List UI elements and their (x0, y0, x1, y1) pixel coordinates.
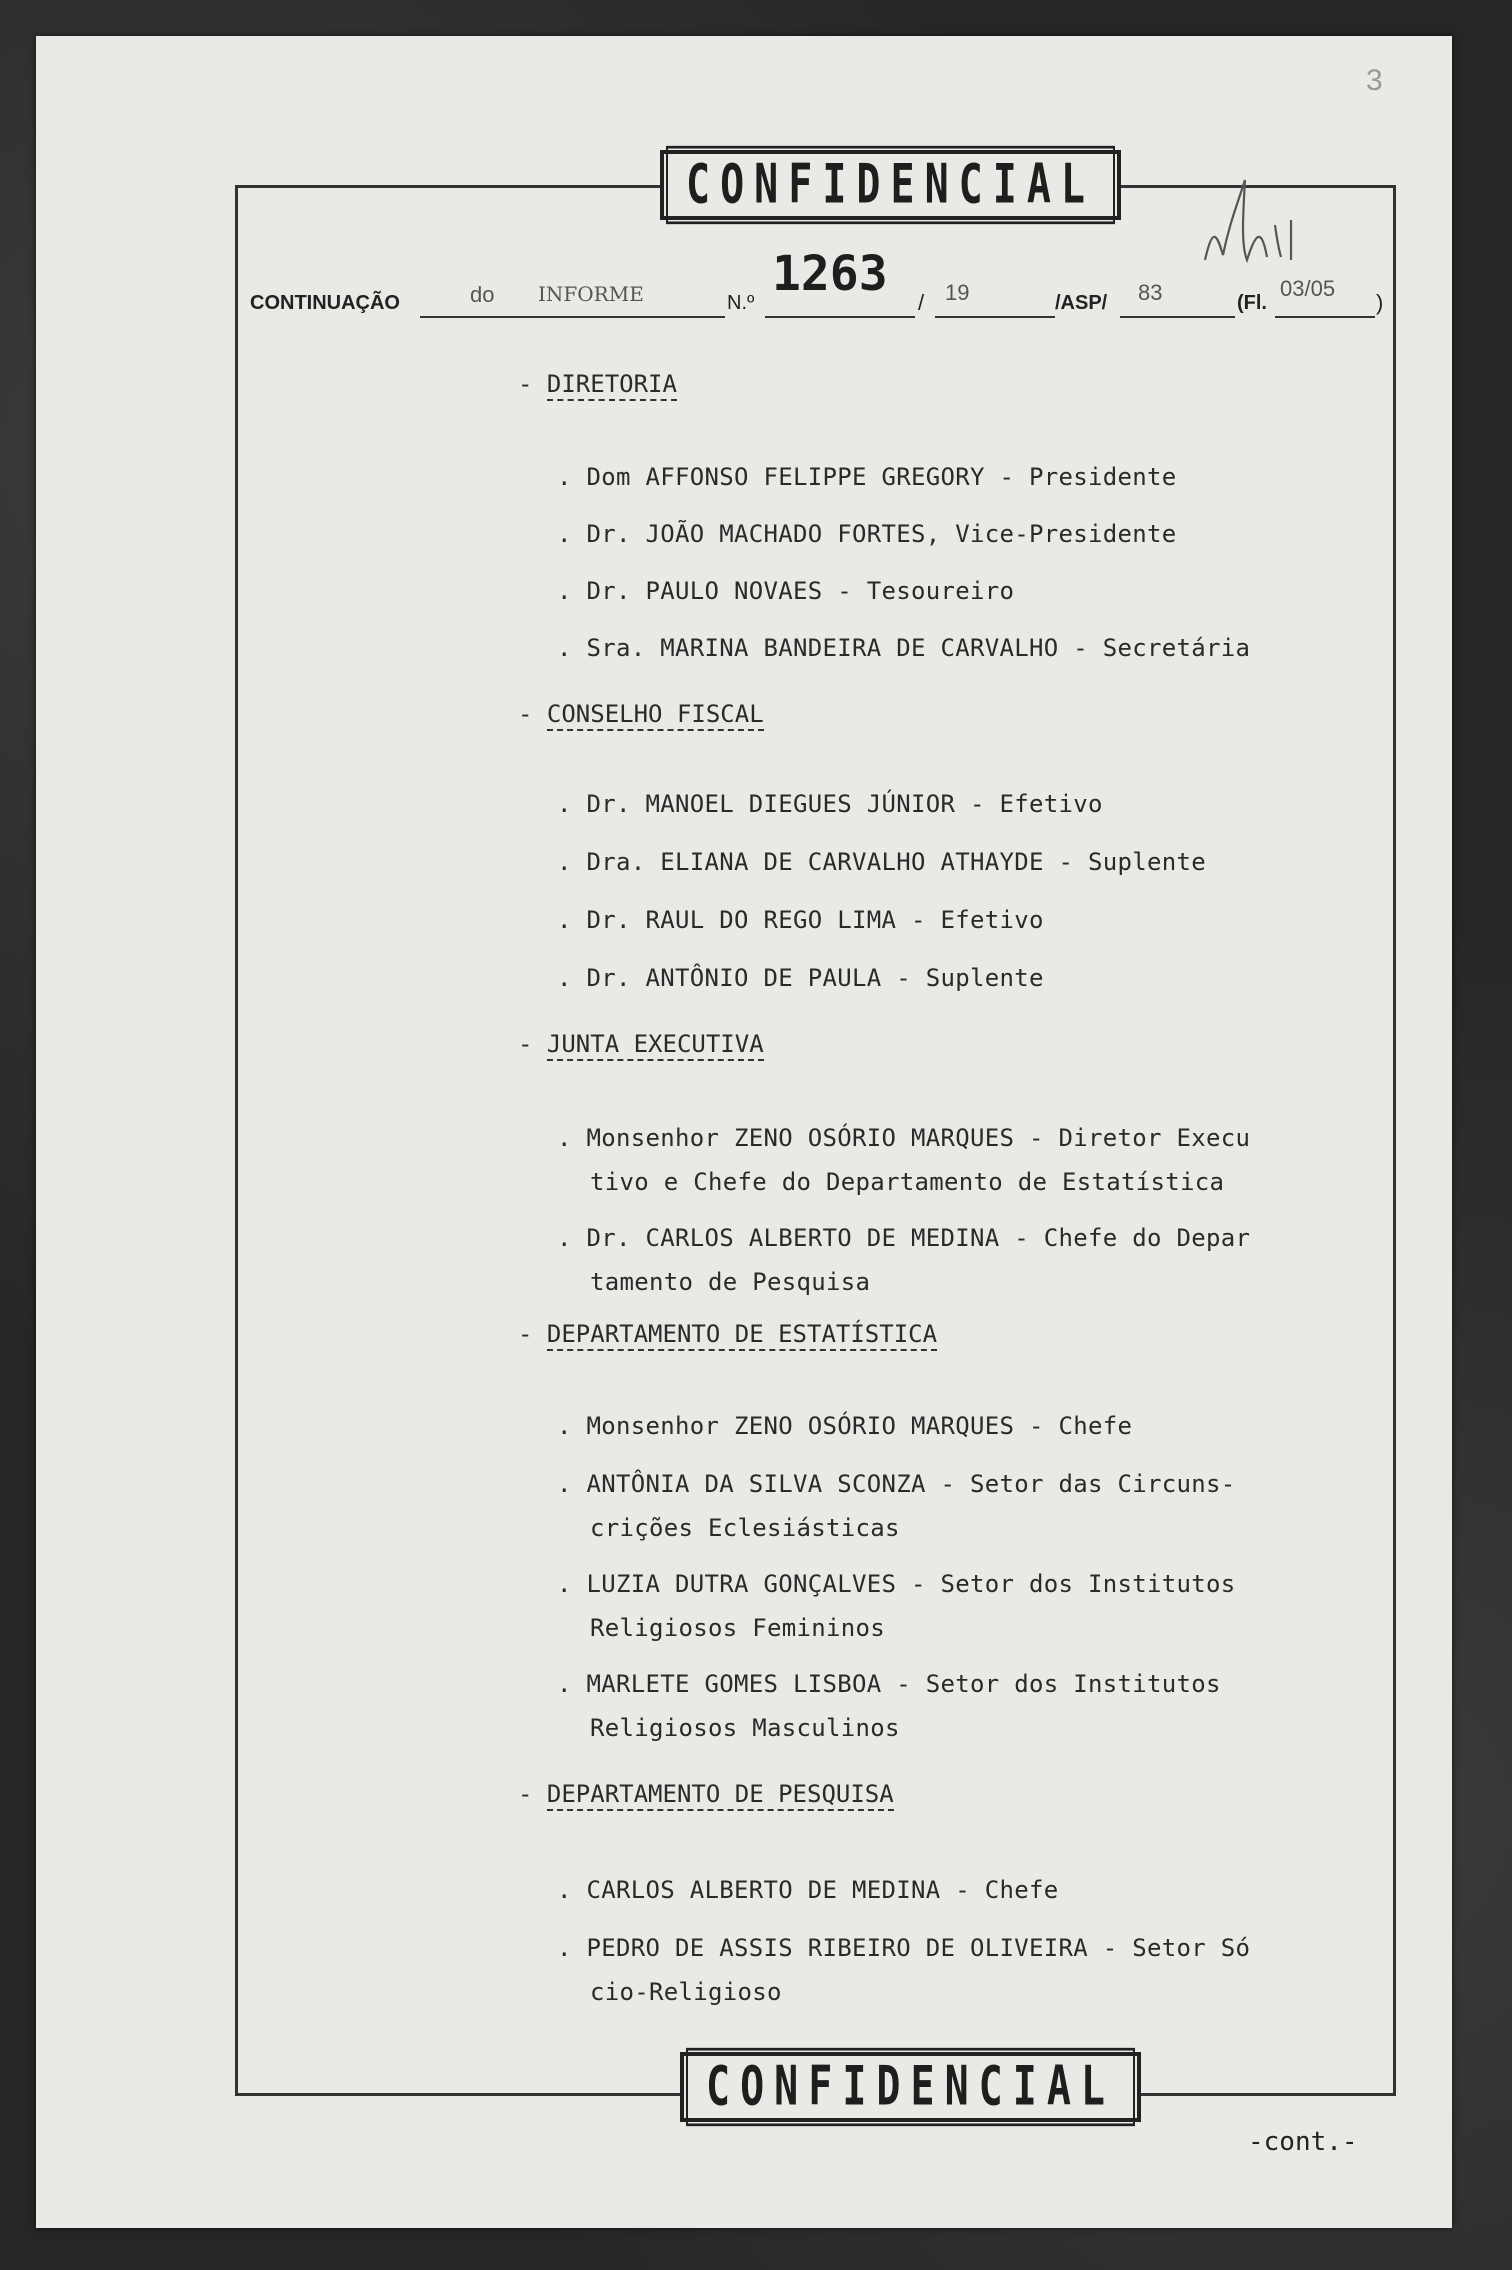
section-heading: - DEPARTAMENTO DE PESQUISA (518, 1780, 894, 1808)
list-item-line: crições Eclesiásticas (590, 1514, 900, 1542)
list-item-line: . Dr. RAUL DO REGO LIMA - Efetivo (557, 906, 1044, 934)
list-item-line: . Dom AFFONSO FELIPPE GREGORY - Presidente (557, 463, 1177, 491)
section-heading: - CONSELHO FISCAL (518, 700, 764, 728)
list-item-line: . ANTÔNIA DA SILVA SCONZA - Setor das Circuns- (557, 1470, 1236, 1498)
year-field: 83 (1138, 280, 1163, 305)
asp-label: /ASP/ (1055, 292, 1108, 314)
document-number: 1263 (772, 246, 888, 302)
list-item-line: . Dr. JOÃO MACHADO FORTES, Vice-Presidente (557, 520, 1177, 548)
doc-type-field: INFORME (538, 282, 644, 306)
list-item-line: . Dra. ELIANA DE CARVALHO ATHAYDE - Suplente (557, 848, 1206, 876)
continuation-note: -cont.- (1248, 2127, 1358, 2157)
list-item-line: . PEDRO DE ASSIS RIBEIRO DE OLIVEIRA - Setor Só (557, 1934, 1251, 1962)
section-heading: - DEPARTAMENTO DE ESTATÍSTICA (518, 1320, 937, 1348)
list-item-line: . Monsenhor ZENO OSÓRIO MARQUES - Chefe (557, 1412, 1133, 1440)
section-title: DEPARTAMENTO DE ESTATÍSTICA (547, 1320, 937, 1351)
list-item-line: . Monsenhor ZENO OSÓRIO MARQUES - Diretor Execu (557, 1124, 1251, 1152)
list-item-line: tamento de Pesquisa (590, 1268, 871, 1296)
list-item-line: . Dr. ANTÔNIO DE PAULA - Suplente (557, 964, 1044, 992)
handwritten-initials (1195, 165, 1315, 285)
fl-value: 03/05 (1280, 276, 1336, 301)
list-item-line: . Dr. CARLOS ALBERTO DE MEDINA - Chefe do Depar (557, 1224, 1251, 1252)
list-item-line: . Dr. MANOEL DIEGUES JÚNIOR - Efetivo (557, 790, 1103, 818)
continuacao-label: CONTINUAÇÃO (250, 292, 400, 314)
n-label: N.º (727, 292, 755, 314)
list-item-line: Religiosos Femininos (590, 1614, 885, 1642)
confidential-stamp-top: CONFIDENCIAL (660, 150, 1121, 220)
day-field: 19 (945, 280, 970, 305)
section-heading: - DIRETORIA (518, 370, 677, 398)
do-field: do (470, 282, 495, 307)
section-title: JUNTA EXECUTIVA (547, 1030, 764, 1061)
list-item-line: . Sra. MARINA BANDEIRA DE CARVALHO - Secretária (557, 634, 1251, 662)
list-item-line: . CARLOS ALBERTO DE MEDINA - Chefe (557, 1876, 1059, 1904)
list-item-line: tivo e Chefe do Departamento de Estatística (590, 1168, 1225, 1196)
section-title: DIRETORIA (547, 370, 677, 401)
section-title: CONSELHO FISCAL (547, 700, 764, 731)
list-item-line: . MARLETE GOMES LISBOA - Setor dos Institutos (557, 1670, 1221, 1698)
list-item-line: Religiosos Masculinos (590, 1714, 900, 1742)
section-heading: - JUNTA EXECUTIVA (518, 1030, 764, 1058)
confidential-stamp-bottom: CONFIDENCIAL (680, 2052, 1141, 2122)
list-item-line: . LUZIA DUTRA GONÇALVES - Setor dos Institutos (557, 1570, 1236, 1598)
fl-label: (Fl. (1237, 292, 1267, 314)
list-item-line: cio-Religioso (590, 1978, 782, 2006)
page-mark: 3 (1366, 64, 1383, 97)
list-item-line: . Dr. PAULO NOVAES - Tesoureiro (557, 577, 1015, 605)
section-title: DEPARTAMENTO DE PESQUISA (547, 1780, 894, 1811)
